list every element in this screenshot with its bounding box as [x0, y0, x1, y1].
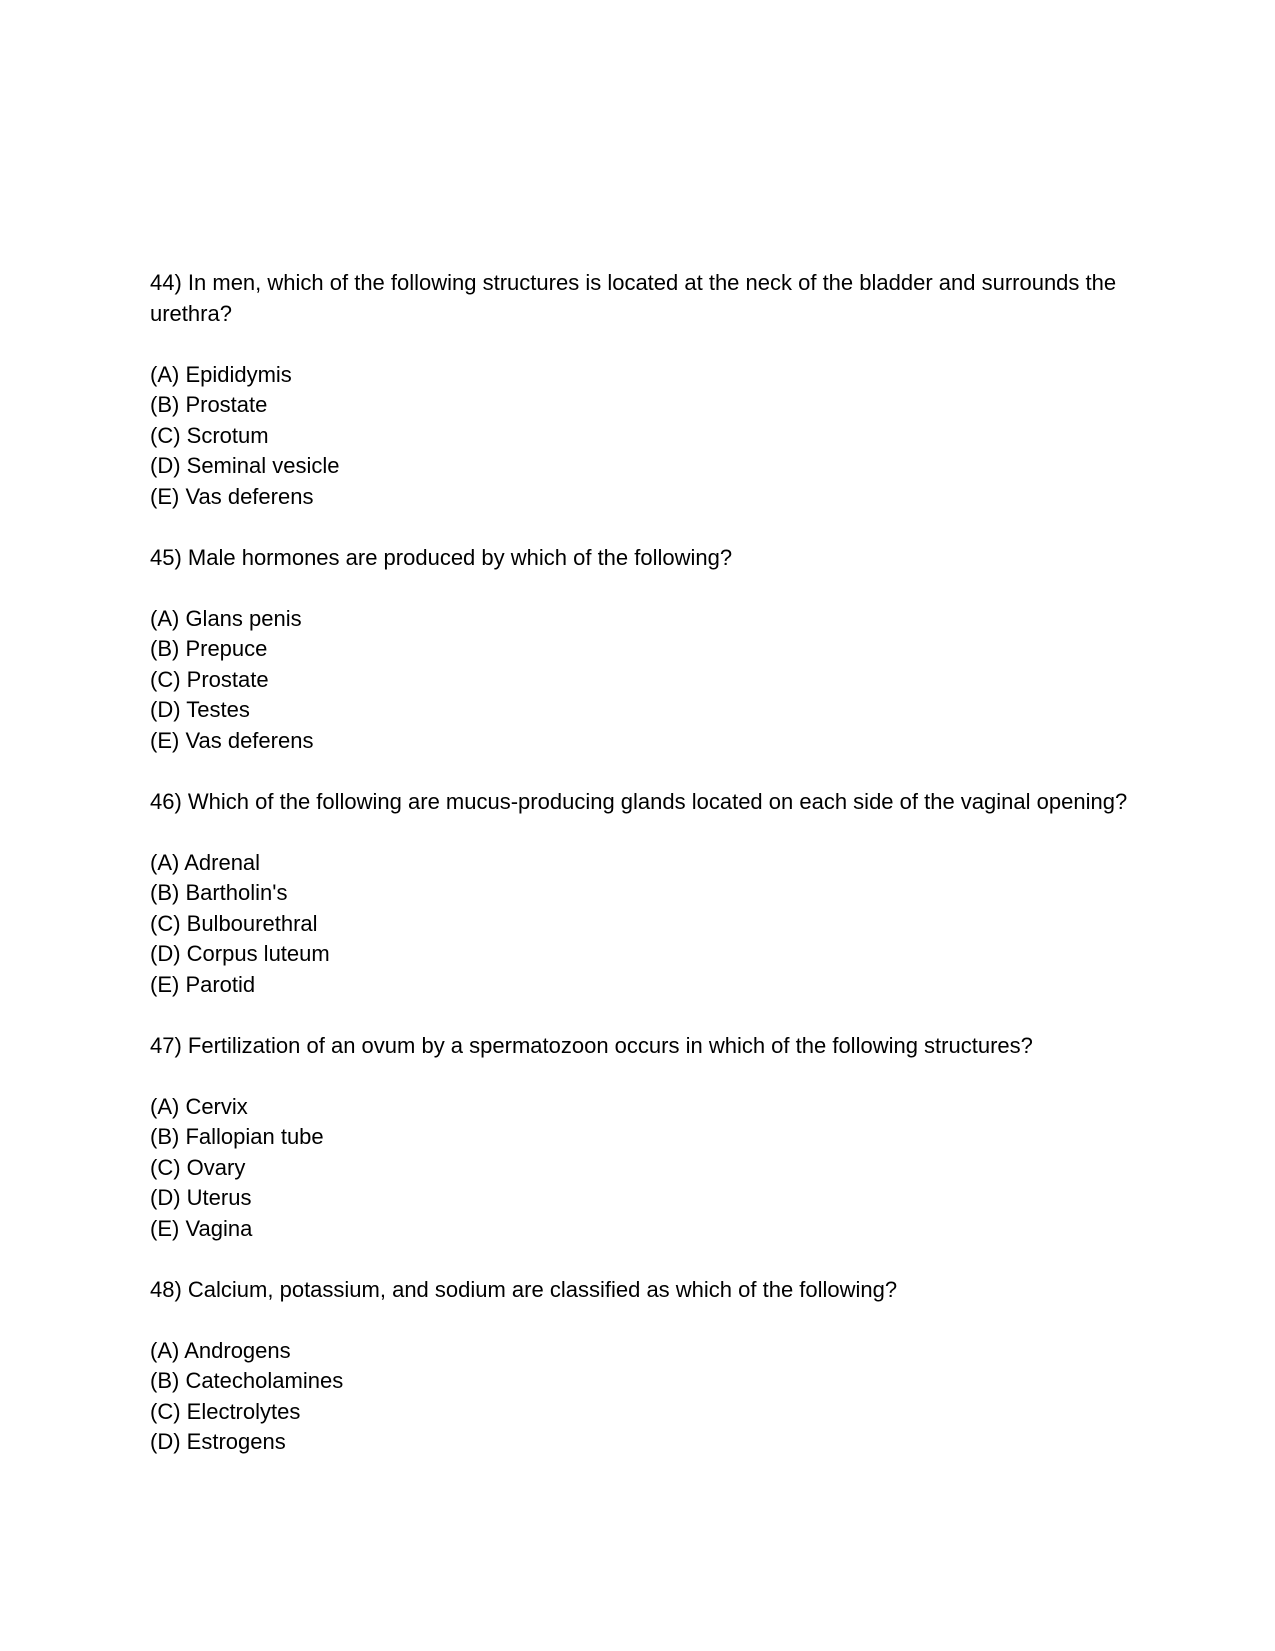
answer-option-b: (B) Catecholamines: [150, 1368, 344, 1393]
question-46: [150, 787, 1130, 1001]
answer-option-a: (A) Glans penis: [150, 605, 302, 631]
answer-option-c: (C) Electrolytes: [150, 1398, 301, 1424]
answer-option-e: (E) Vas deferens: [150, 483, 314, 509]
question-45: [150, 543, 1130, 757]
answer-option-d: (D) Uterus: [150, 1185, 252, 1210]
answer-options: [150, 360, 1130, 513]
answer-option-c: (C) Prostate: [150, 666, 269, 692]
answer-options: [150, 604, 1130, 757]
answer-option-d: (D) Estrogens: [150, 1429, 286, 1454]
answer-option-e: (E) Vas deferens: [150, 727, 314, 753]
answer-option-c: (C) Ovary: [150, 1154, 246, 1180]
answer-option-c: (C) Scrotum: [150, 422, 269, 448]
question-48: [150, 1275, 1130, 1458]
answer-options: [150, 1092, 1130, 1245]
answer-option-a: (A) Cervix: [150, 1093, 248, 1119]
answer-option-e: (E) Parotid: [150, 971, 256, 997]
answer-option-a: (A) Epididymis: [150, 361, 292, 387]
answer-option-d: (D) Seminal vesicle: [150, 453, 340, 478]
question-47: [150, 1031, 1130, 1245]
answer-option-b: (B) Prepuce: [150, 636, 268, 661]
question-list: [150, 268, 1130, 1488]
question-text: 46) Which of the following are mucus-producing glands located on each side of the vaginal opening?: [150, 788, 1128, 814]
answer-option-e: (E) Vagina: [150, 1215, 253, 1241]
question-text: 48) Calcium, potassium, and sodium are classified as which of the following?: [150, 1276, 898, 1302]
answer-option-a: (A) Androgens: [150, 1337, 291, 1363]
answer-option-c: (C) Bulbourethral: [150, 910, 318, 936]
answer-option-b: (B) Fallopian tube: [150, 1124, 324, 1149]
question-text: 45) Male hormones are produced by which of the following?: [150, 544, 733, 570]
question-text: 44) In men, which of the following structures is located at the neck of the bladder and surrounds the urethra?: [150, 270, 1117, 326]
answer-option-b: (B) Prostate: [150, 392, 268, 417]
answer-options: [150, 1336, 1130, 1458]
answer-option-d: (D) Testes: [150, 697, 250, 722]
question-44: [150, 268, 1130, 512]
answer-option-b: (B) Bartholin's: [150, 880, 288, 905]
answer-options: [150, 848, 1130, 1001]
question-text: 47) Fertilization of an ovum by a spermatozoon occurs in which of the following structures?: [150, 1032, 1033, 1058]
answer-option-d: (D) Corpus luteum: [150, 941, 330, 966]
answer-option-a: (A) Adrenal: [150, 849, 261, 875]
